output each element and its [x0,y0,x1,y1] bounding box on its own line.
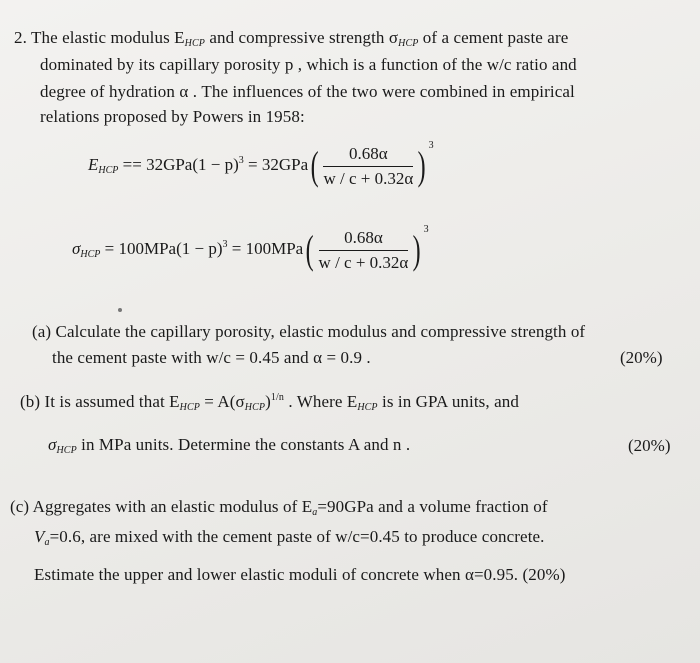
eq2-middle: = 100MPa(1 − p) [100,239,223,258]
eq1-rhs: = 32GPa [243,155,309,174]
part-a-points: (20%) [620,348,663,367]
eq2-right-paren: ) [413,227,422,273]
part-c-sub-a: a [312,507,318,518]
part-b-text-c: ) [265,392,271,411]
part-b-text-f: in MPa units. Determine the constants A and n . [76,435,411,454]
eq2-denominator: w / c + 0.32α [318,252,409,272]
equation-elastic-modulus [88,140,434,189]
problem-number: 2. [14,28,27,47]
problem-line-4: relations proposed by Powers in 1958: [40,107,305,126]
eq1-middle-exp: 3 [238,155,244,166]
part-c-text-a: (c) Aggregates with an elastic modulus of E [10,497,313,516]
eq1-right-paren: ) [417,143,426,189]
part-c-line-3: Estimate the upper and lower elastic moduli of concrete when α=0.95. (20%) [34,565,566,584]
problem-line-3: degree of hydration α . The influences of the two were combined in empirical [40,82,575,101]
part-b-sub-3: HCP [357,402,378,413]
problem-line-2: dominated by its capillary porosity p , which is a function of the w/c ratio and [40,55,577,74]
part-b-text-e: is in GPA units, and [377,392,519,411]
part-a-line-1: (a) Calculate the capillary porosity, elastic modulus and compressive strength of [32,322,586,341]
part-b-sub-1: HCP [179,402,200,413]
eq1-middle: == 32GPa(1 − p) [118,155,239,174]
eq2-middle-exp: 3 [222,239,228,250]
part-b-sigma-sub: HCP [56,445,77,456]
intro-text-1: The elastic modulus E [31,28,185,47]
part-b-text-b: = A(σ [199,392,245,411]
part-c-text-c: =0.6, are mixed with the cement paste of w/c=0.45 to produce concrete. [49,527,545,546]
part-c-line-1 [10,497,548,518]
part-b-line-2 [48,435,410,456]
eq1-left-paren: ( [310,143,319,189]
eq2-lhs-sub: HCP [80,249,101,260]
eq1-exponent: 3 [428,140,434,151]
part-b-sigma: σ [48,435,57,454]
part-b-sub-2: HCP [244,402,266,413]
intro-sub-2: HCP [398,38,419,49]
part-c-v-sub: a [44,537,50,548]
eq2-rhs: = 100MPa [227,239,304,258]
eq2-lhs: σ [72,239,81,258]
eq2-fraction [319,228,409,273]
eq2-numerator: 0.68α [319,228,409,251]
equation-compressive-strength [72,224,429,273]
part-a-line-2: the cement paste with w/c = 0.45 and α = 0.9 . [52,348,371,367]
part-b-line-1 [20,392,519,413]
part-b-sup: 1/n [270,392,284,403]
part-c-line-2 [34,527,545,548]
part-c-text-b: =90GPa and a volume fraction of [317,497,548,516]
part-c-v: V [34,527,45,546]
pen-mark [118,308,122,312]
part-b-points: (20%) [628,436,671,455]
intro-text-3: of a cement paste are [418,28,569,47]
eq1-lhs: E [88,155,99,174]
eq1-lhs-sub: HCP [98,165,119,176]
eq2-left-paren: ( [305,227,314,273]
intro-sub-1: HCP [184,38,205,49]
problem-intro-line [14,28,568,49]
eq1-fraction [323,144,413,189]
part-b-text-d: . Where E [283,392,358,411]
intro-text-2: and compressive strength σ [204,28,399,47]
eq2-exponent: 3 [423,224,429,235]
eq1-denominator: w / c + 0.32α [323,168,414,188]
eq1-numerator: 0.68α [323,144,413,167]
part-b-text-a: (b) It is assumed that E [20,392,180,411]
